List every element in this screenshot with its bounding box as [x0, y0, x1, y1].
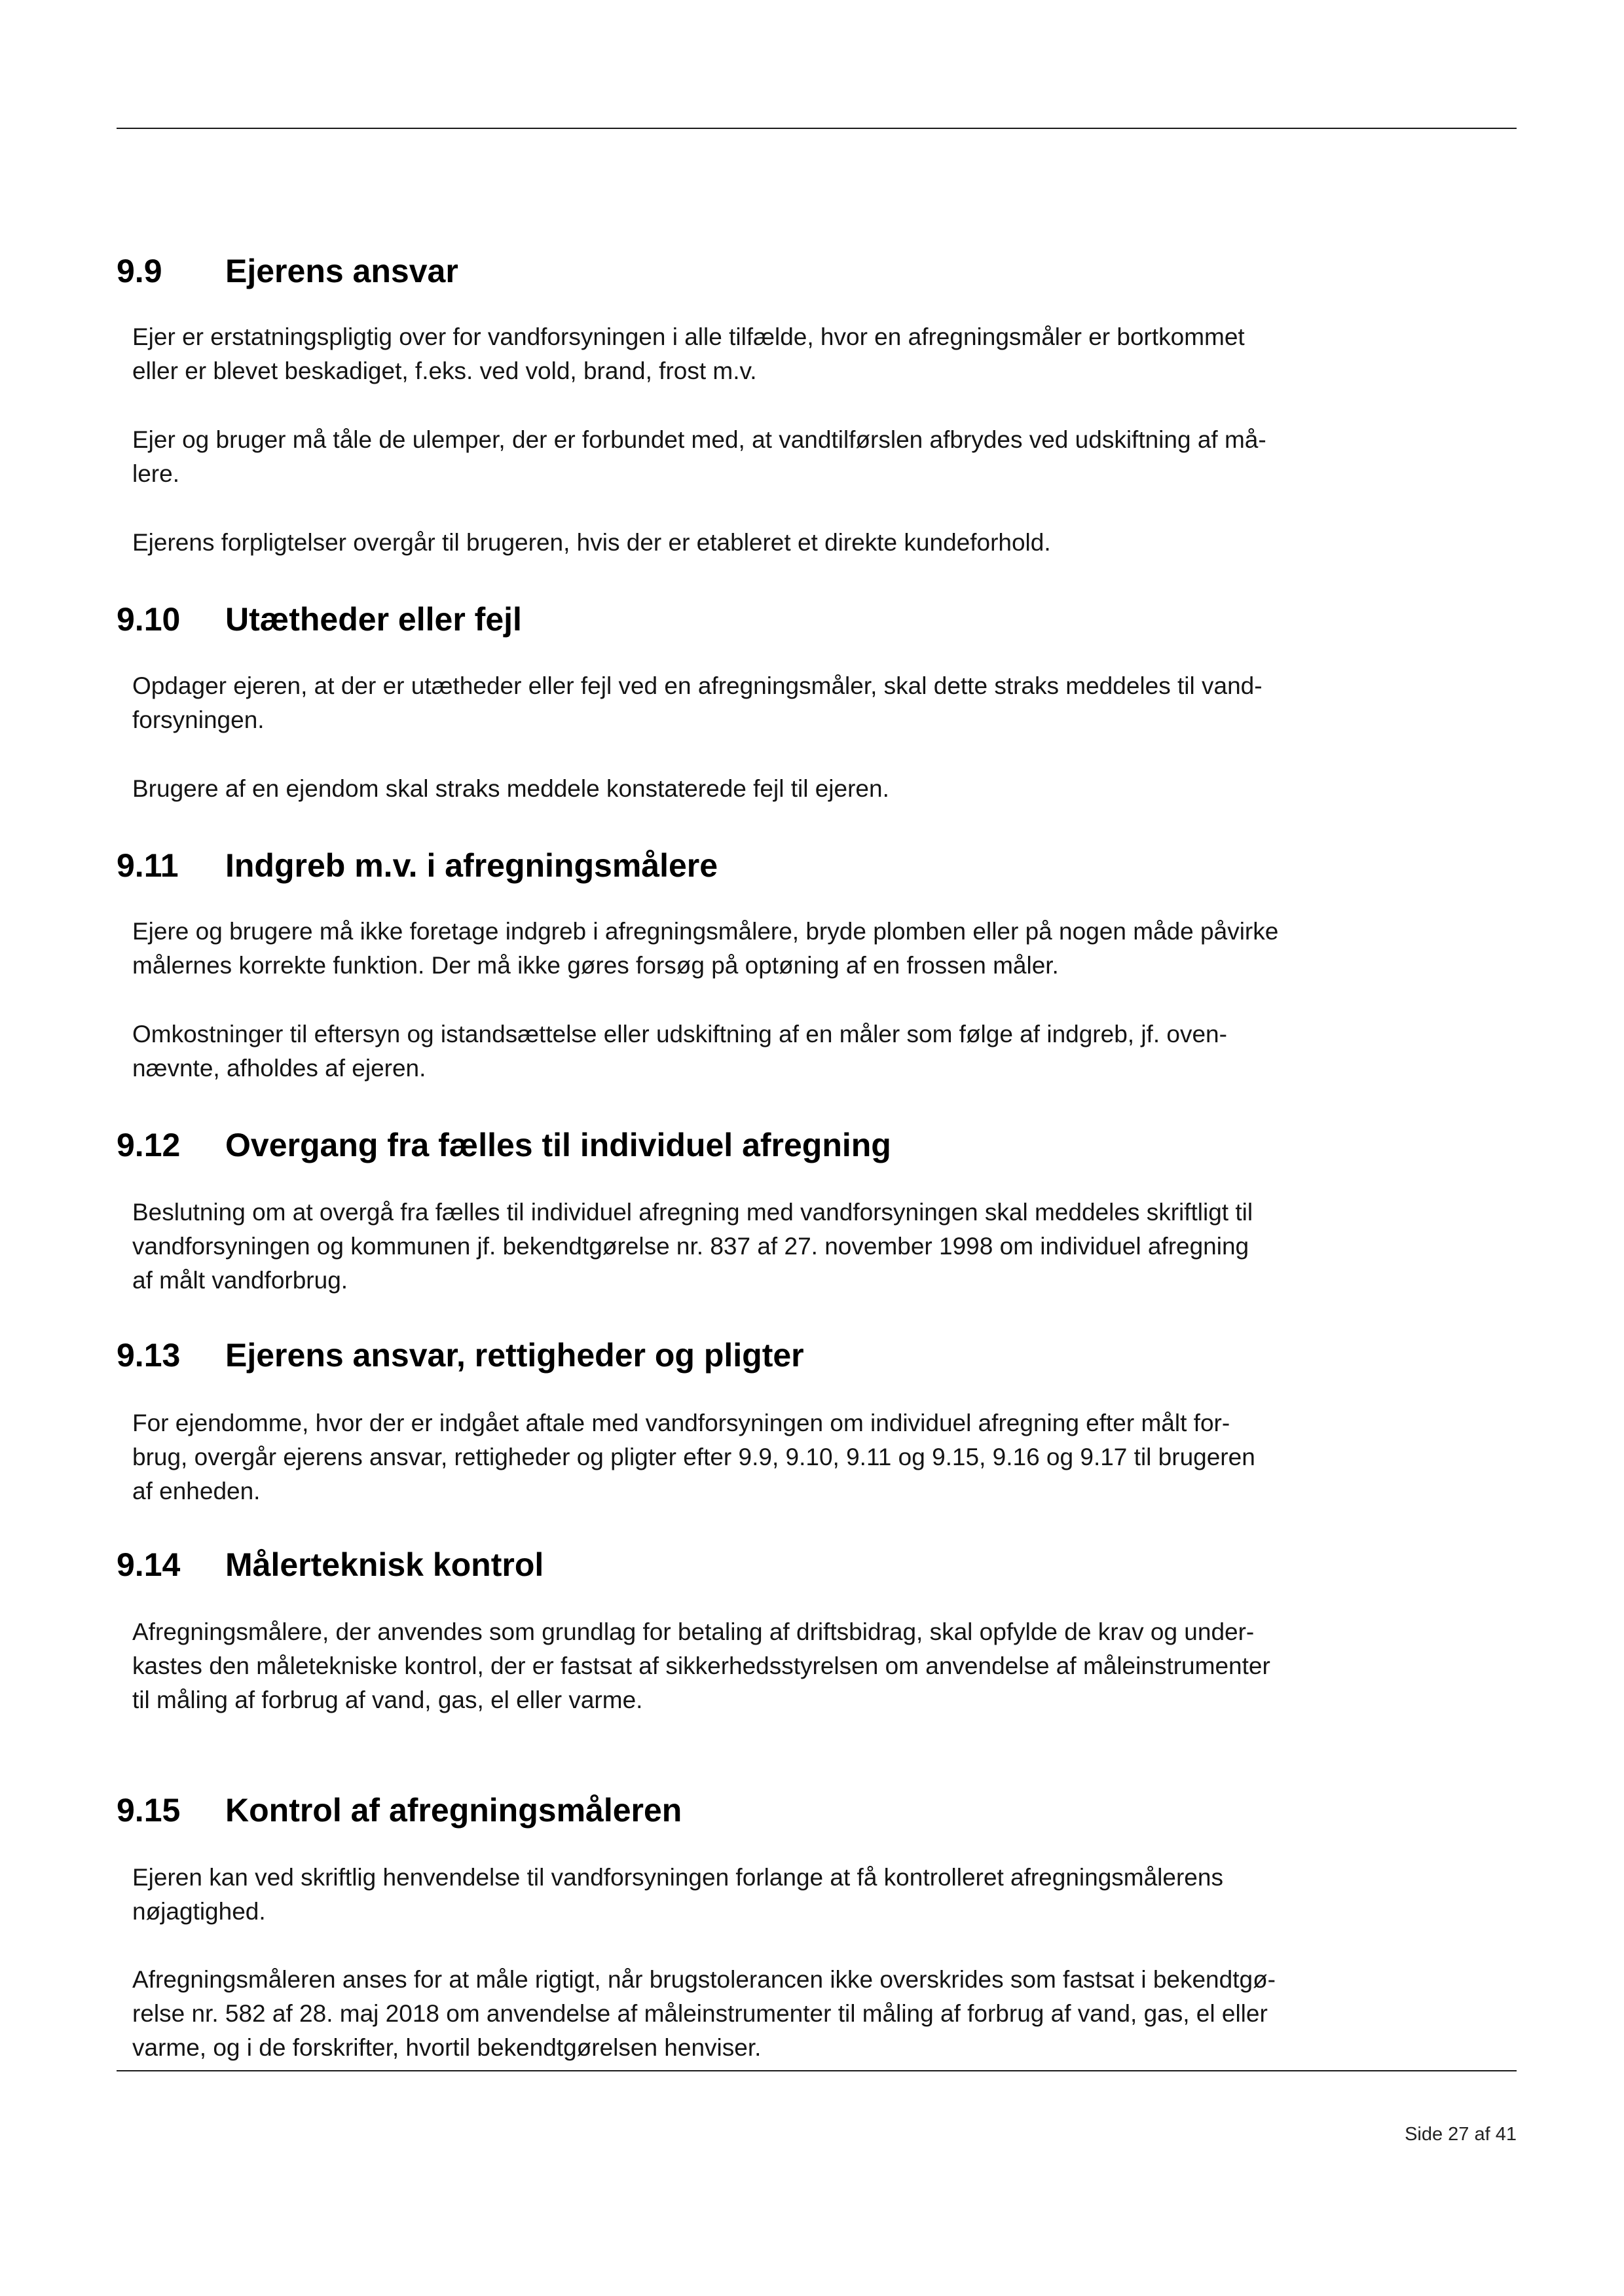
section-title: Ejerens ansvar [225, 253, 458, 289]
paragraph [132, 1195, 1507, 1298]
text-line: forsyningen. [132, 706, 265, 733]
section-heading-9-9 [0, 251, 1624, 291]
footer-rule [117, 2070, 1517, 2071]
text-line: af målt vandforbrug. [132, 1267, 348, 1294]
header-rule [117, 128, 1517, 129]
text-line: Afregningsmåleren anses for at måle rigtigt, når brugstolerancen ikke overskrides som fastsat i bekendtgø- [132, 1966, 1276, 1993]
paragraph [132, 526, 1507, 560]
paragraph [132, 915, 1507, 983]
section-number: 9.10 [117, 601, 181, 638]
section-heading-9-15 [0, 1791, 1624, 1830]
text-line: Afregningsmålere, der anvendes som grundlag for betaling af driftsbidrag, skal opfylde de krav og under- [132, 1618, 1255, 1645]
section-heading-9-12 [0, 1125, 1624, 1165]
section-number: 9.12 [117, 1127, 181, 1163]
section-heading-9-14 [0, 1545, 1624, 1584]
text-line: Ejere og brugere må ikke foretage indgreb i afregningsmålere, bryde plomben eller på nogen måde påvirke [132, 918, 1279, 945]
section-title: Kontrol af afregningsmåleren [225, 1792, 682, 1829]
paragraph [132, 669, 1507, 737]
paragraph [132, 1017, 1507, 1085]
section-title: Overgang fra fælles til individuel afregning [225, 1127, 891, 1163]
paragraph [132, 1861, 1507, 1929]
section-heading-9-10 [0, 600, 1624, 639]
text-line: nøjagtighed. [132, 1898, 266, 1925]
text-line: Beslutning om at overgå fra fælles til individuel afregning med vandforsyningen skal meddeles skriftligt til [132, 1199, 1253, 1226]
text-line: Omkostninger til eftersyn og istandsættelse eller udskiftning af en måler som følge af indgreb, jf. oven- [132, 1021, 1227, 1048]
paragraph [132, 1406, 1507, 1508]
paragraph [132, 1615, 1507, 1717]
text-line: Opdager ejeren, at der er utætheder eller fejl ved en afregningsmåler, skal dette straks meddeles til vand- [132, 672, 1263, 699]
section-heading-9-13 [0, 1336, 1624, 1375]
text-line: af enheden. [132, 1478, 261, 1504]
section-heading-9-11 [0, 846, 1624, 885]
section-number: 9.11 [117, 847, 179, 884]
text-line: til måling af forbrug af vand, gas, el eller varme. [132, 1686, 643, 1713]
text-line: nævnte, afholdes af ejeren. [132, 1055, 426, 1082]
text-line: målernes korrekte funktion. Der må ikke gøres forsøg på optøning af en frossen måler. [132, 952, 1059, 979]
text-line: Ejeren kan ved skriftlig henvendelse til vandforsyningen forlange at få kontrolleret afregningsmålerens [132, 1864, 1223, 1891]
text-line: varme, og i de forskrifter, hvortil bekendtgørelsen henviser. [132, 2034, 762, 2061]
paragraph [132, 423, 1507, 491]
section-title: Målerteknisk kontrol [225, 1546, 544, 1583]
text-line: kastes den måletekniske kontrol, der er fastsat af sikkerhedsstyrelsen om anvendelse af måleinstrumenter [132, 1652, 1270, 1679]
text-line: For ejendomme, hvor der er indgået aftale med vandforsyningen om individuel afregning efter målt for- [132, 1410, 1230, 1436]
text-line: Ejer og bruger må tåle de ulemper, der er forbundet med, at vandtilførslen afbrydes ved udskiftning af må- [132, 426, 1266, 453]
text-line: vandforsyningen og kommunen jf. bekendtgørelse nr. 837 af 27. november 1998 om individuel afregning [132, 1233, 1249, 1260]
page-number: Side 27 af 41 [1405, 2124, 1517, 2145]
text-line: Ejer er erstatningspligtig over for vandforsyningen i alle tilfælde, hvor en afregningsmåler er bortkommet [132, 323, 1245, 350]
text-line: Brugere af en ejendom skal straks meddele konstaterede fejl til ejeren. [132, 775, 889, 802]
section-title: Utætheder eller fejl [225, 601, 522, 638]
section-title: Ejerens ansvar, rettigheder og pligter [225, 1337, 804, 1374]
section-number: 9.9 [117, 253, 162, 289]
text-line: Ejerens forpligtelser overgår til brugeren, hvis der er etableret et direkte kundeforhold. [132, 529, 1051, 556]
text-line: eller er blevet beskadiget, f.eks. ved vold, brand, frost m.v. [132, 357, 757, 384]
paragraph [132, 1963, 1507, 2065]
paragraph [132, 320, 1507, 388]
section-number: 9.14 [117, 1546, 181, 1583]
text-line: lere. [132, 460, 179, 487]
section-title: Indgreb m.v. i afregningsmålere [225, 847, 718, 884]
text-line: relse nr. 582 af 28. maj 2018 om anvendelse af måleinstrumenter til måling af forbrug af vand, gas, el eller [132, 2000, 1268, 2027]
paragraph [132, 772, 1507, 806]
text-line: brug, overgår ejerens ansvar, rettigheder og pligter efter 9.9, 9.10, 9.11 og 9.15, 9.16 og 9.17 til brugeren [132, 1444, 1255, 1470]
section-number: 9.15 [117, 1792, 181, 1829]
section-number: 9.13 [117, 1337, 181, 1374]
